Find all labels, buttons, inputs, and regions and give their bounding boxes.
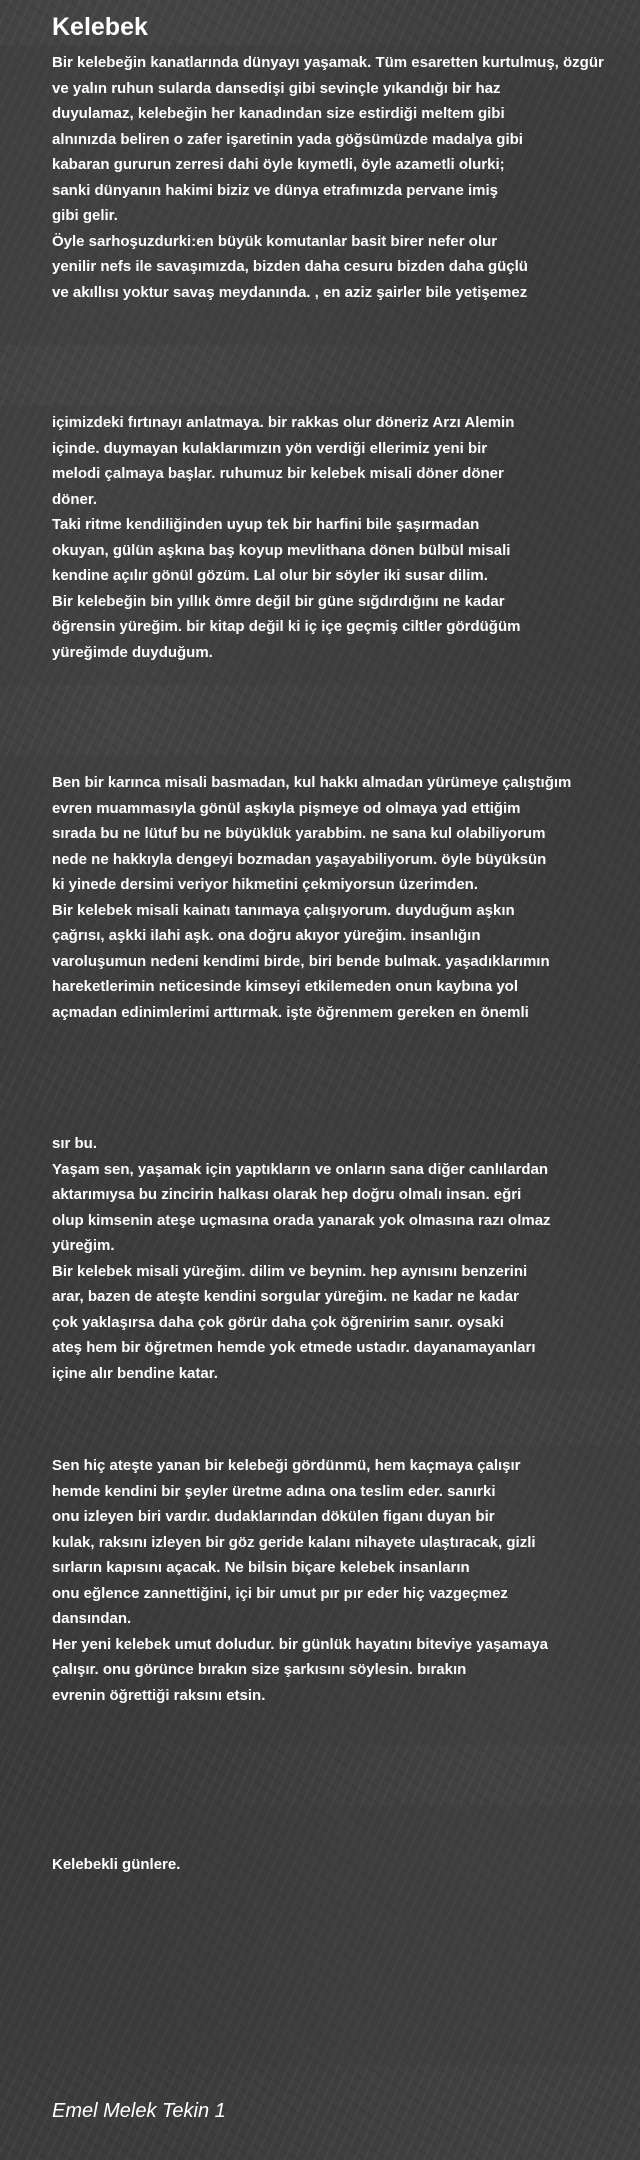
poem-line: sırların kapısını açacak. Ne bilsin biçare kelebek insanların <box>52 1559 470 1576</box>
poem-line: Kelebekli günlere. <box>52 1856 181 1873</box>
poem-line: melodi çalmaya başlar. ruhumuz bir kelebek misali döner döner <box>52 465 504 482</box>
stanza-4 <box>52 1131 640 1386</box>
poem-line: çağrısı, aşkki ilahi aşk. ona doğru akıyor yüreğim. insanlığın <box>52 927 481 944</box>
poem-line: okuyan, gülün aşkına baş koyup mevlithana dönen bülbül misali <box>52 541 511 559</box>
stanza-6 <box>52 1852 640 1878</box>
poem-line: Yaşam sen, yaşamak için yaptıkların ve onların sana diğer canlılardan <box>52 1160 549 1178</box>
poem-line: Öyle sarhoşuzdurki:en büyük komutanlar basit birer nefer olur <box>52 232 498 250</box>
poem-line: içine alır bendine katar. <box>52 1364 218 1382</box>
poem-line: dansından. <box>52 1610 132 1627</box>
poem-line: onu izleyen biri vardır. dudaklarından dökülen figanı duyan bir <box>52 1508 495 1525</box>
poem-line: çok yaklaşırsa daha çok görür daha çok öğrenirim sanır. oysaki <box>52 1313 504 1331</box>
poem-line: nede ne hakkıyla dengeyi bozmadan yaşayabiliyorum. öyle büyüksün <box>52 850 547 868</box>
poem-line: Bir kelebek misali yüreğim. dilim ve beynim. hep aynısını benzerini <box>52 1262 528 1280</box>
poem-line: çalışır. onu görünce bırakın size şarkısını söylesin. bırakın <box>52 1661 467 1678</box>
poem-line: Bir kelebeğin bin yıllık ömre değil bir güne sığdırdığını ne kadar <box>52 592 505 610</box>
poem-line: ve akıllısı yoktur savaş meydanında. , en aziz şairler bile yetişemez <box>52 283 528 301</box>
poem-line: döner. <box>52 490 98 508</box>
poem-line: Ben bir karınca misali basmadan, kul hakkı almadan yürümeye çalıştığım <box>52 774 572 791</box>
poem-line: kulak, raksını izleyen bir göz geride kalanı nihayete ulaştıracak, gizli <box>52 1533 536 1551</box>
poem-line: varoluşumun nedeni kendimi birde, biri bende bulmak. yaşadıklarımın <box>52 952 550 970</box>
poem-line: duyulamaz, kelebeğin her kanadından size estirdiği meltem gibi <box>52 105 505 122</box>
stanza-2 <box>52 410 640 665</box>
poem-line: sırada bu ne lütuf bu ne büyüklük yarabbim. ne sana kul olabiliyorum <box>52 825 546 842</box>
poem-line: yüreğimde duyduğum. <box>52 643 213 661</box>
stanza-1 <box>52 50 640 305</box>
poem-line: alnınızda beliren o zafer işaretinin yada göğsümüzde madalya gibi <box>52 130 523 148</box>
poem-line: evrenin öğrettiği raksını etsin. <box>52 1686 266 1704</box>
poem-line: Bir kelebeğin kanatlarında dünyayı yaşamak. Tüm esaretten kurtulmuş, özgür <box>52 54 604 71</box>
poem-line: sır bu. <box>52 1135 98 1152</box>
poem-line: gibi gelir. <box>52 207 118 224</box>
poem-line: evren muammasıyla gönül aşkıyla pişmeye od olmaya yad ettiğim <box>52 799 521 817</box>
stanza-band <box>0 1805 640 2065</box>
poem-author: Emel Melek Tekin 1 <box>52 2100 226 2122</box>
poem-line: açmadan edinimlerimi arttırmak. işte öğrenmem gereken en önemli <box>52 1003 529 1021</box>
poem-line: kabaran gururun zerresi dahi öyle kıymetli, öyle azametli olurki; <box>52 156 505 173</box>
poem-line: ateş hem bir öğretmen hemde yok etmede ustadır. dayanamayanları <box>52 1339 536 1356</box>
poem-line: Taki ritme kendiliğinden uyup tek bir harfini bile şaşırmadan <box>52 516 480 533</box>
poem-line: ve yalın ruhun sularda dansedişi gibi sevinçle yıkandığı bir haz <box>52 79 501 97</box>
poem-line: yenilir nefs ile savaşımızda, bizden daha cesuru bizden daha güçlü <box>52 258 528 275</box>
poem-line: Sen hiç ateşte yanan bir kelebeği gördünmü, hem kaçmaya çalışır <box>52 1457 521 1474</box>
poem-line: Bir kelebek misali kainatı tanımaya çalışıyorum. duyduğum aşkın <box>52 901 515 919</box>
poem-line: olup kimsenin ateşe uçmasına orada yanarak yok olmasına razı olmaz <box>52 1211 551 1229</box>
poem-line: ki yinede dersimi veriyor hikmetini çekmiyorsun üzerimden. <box>52 876 478 893</box>
poem-line: Her yeni kelebek umut doludur. bir günlük hayatını biteviye yaşamaya <box>52 1635 548 1653</box>
stanza-3 <box>52 770 640 1025</box>
poem-line: hareketlerimin neticesinde kimseyi etkilemeden onun kaybına yol <box>52 978 519 995</box>
poem-title: Kelebek <box>52 13 148 41</box>
poem-line: öğrensin yüreğim. bir kitap değil ki iç içe geçmiş ciltler gördüğüm <box>52 618 521 635</box>
poem-line: kendine açılır gönül gözüm. Lal olur bir söyler iki susar dilim. <box>52 567 488 584</box>
poem-line: içimizdeki fırtınayı anlatmaya. bir rakkas olur döneriz Arzı Alemin <box>52 414 515 431</box>
stanza-5 <box>52 1453 640 1708</box>
poem-line: hemde kendini bir şeyler üretme adına ona teslim eder. sanırki <box>52 1482 496 1500</box>
poem-line: yüreğim. <box>52 1237 115 1254</box>
poem-line: içinde. duymayan kulaklarımızın yön verdiği ellerimiz yeni bir <box>52 439 488 457</box>
poem-line: aktarımıysa bu zincirin halkası olarak hep doğru olmalı insan. eğri <box>52 1186 522 1203</box>
poem-line: onu eğlence zannettiğini, içi bir umut pır pır eder hiç vazgeçmez <box>52 1584 508 1602</box>
poem-line: sanki dünyanın hakimi biziz ve dünya etrafımızda pervane imiş <box>52 181 498 199</box>
poem-line: arar, bazen de ateşte kendini sorgular yüreğim. ne kadar ne kadar <box>52 1288 519 1305</box>
